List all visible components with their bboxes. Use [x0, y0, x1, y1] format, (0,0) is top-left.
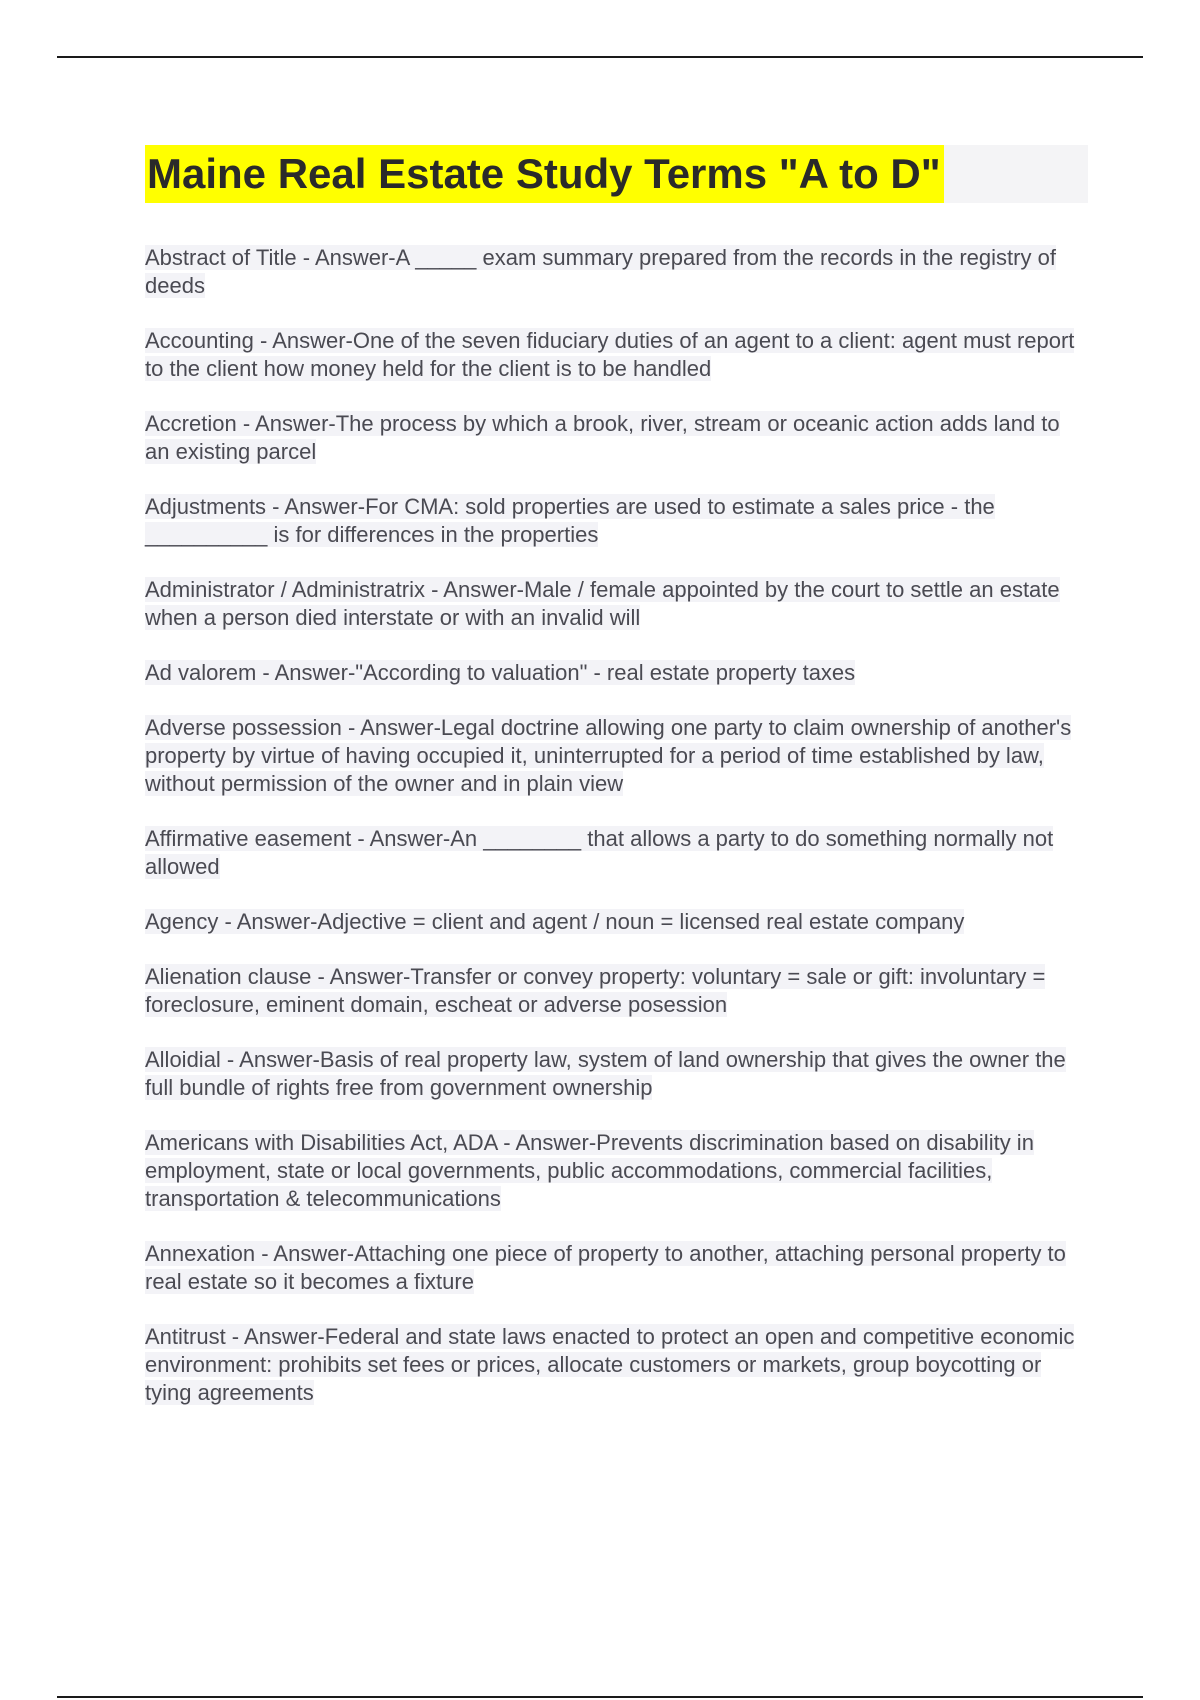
top-rule — [57, 56, 1143, 58]
term-alloidial: Alloidial - Answer-Basis of real property law, system of land ownership that gives the owner the full bundle of rights free from government ownership — [145, 1047, 1066, 1100]
term-affirmative-easement: Affirmative easement - Answer-An ________ that allows a party to do something normally not allowed — [145, 826, 1054, 879]
term-alienation-clause: Alienation clause - Answer-Transfer or convey property: voluntary = sale or gift: involuntary = foreclosure, eminent domain, escheat or adverse posession — [145, 964, 1046, 1017]
term-accounting: Accounting - Answer-One of the seven fiduciary duties of an agent to a client: agent must report to the client how money held for the client is to be handled — [145, 328, 1075, 381]
term-accretion: Accretion - Answer-The process by which a brook, river, stream or oceanic action adds land to an existing parcel — [145, 411, 1060, 464]
term-adjustments: Adjustments - Answer-For CMA: sold properties are used to estimate a sales price - the __________ is for differences in the properties — [145, 494, 995, 547]
term-administrator: Administrator / Administratrix - Answer-Male / female appointed by the court to settle an estate when a person died interstate or with an invalid will — [145, 577, 1060, 630]
term-ada: Americans with Disabilities Act, ADA - Answer-Prevents discrimination based on disability in employment, state or local governments, public accommodations, commercial facilities, transportation & telecommunications — [145, 1130, 1034, 1211]
term-ad-valorem: Ad valorem - Answer-"According to valuation" - real estate property taxes — [145, 660, 856, 685]
page-title: Maine Real Estate Study Terms "A to D" — [145, 145, 944, 203]
term-adverse-possession: Adverse possession - Answer-Legal doctrine allowing one party to claim ownership of another's property by virtue of having occupied it, uninterrupted for a period of time established by law, without permission of the owner and in plain view — [145, 715, 1072, 796]
term-antitrust: Antitrust - Answer-Federal and state laws enacted to protect an open and competitive economic environment: prohibits set fees or prices, allocate customers or markets, group boycotting or tying agreements — [145, 1324, 1075, 1405]
term-annexation: Annexation - Answer-Attaching one piece of property to another, attaching personal property to real estate so it becomes a fixture — [145, 1241, 1066, 1294]
terms-list — [145, 244, 1090, 1434]
bottom-rule — [57, 1696, 1143, 1698]
term-agency: Agency - Answer-Adjective = client and agent / noun = licensed real estate company — [145, 909, 965, 934]
title-block — [145, 145, 1088, 203]
term-abstract-of-title: Abstract of Title - Answer-A _____ exam summary prepared from the records in the registry of deeds — [145, 245, 1056, 298]
